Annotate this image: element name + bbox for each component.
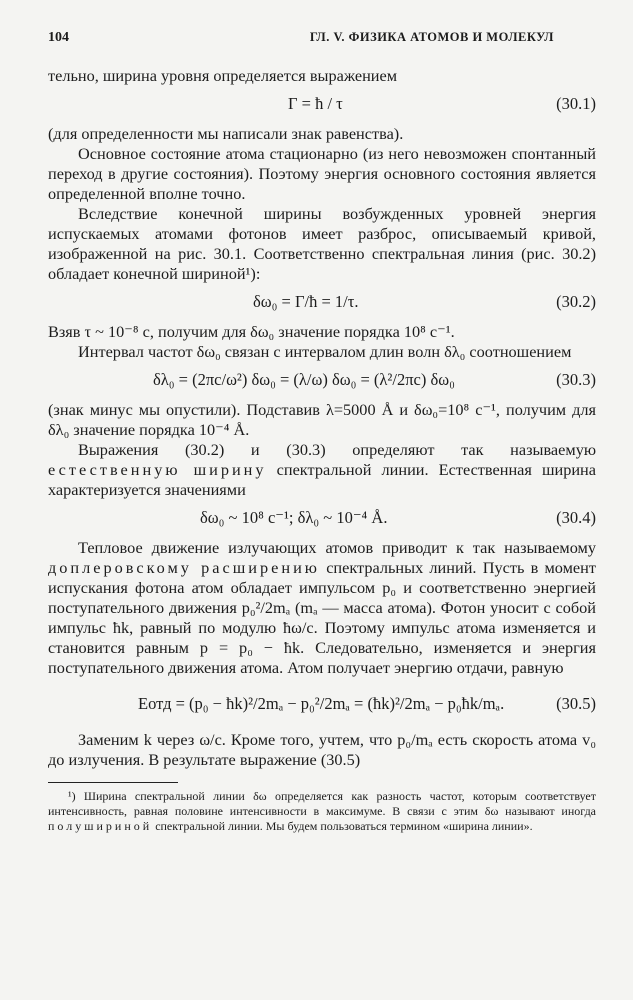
- text-run: ¹) Ширина спектральной линии δω определяется как разность частот, которым соответствует интенсивность, равная половине интенсивности в максимуме. В связи с этим δω называют иногда: [48, 789, 596, 818]
- equation-number: (30.1): [556, 94, 596, 113]
- equation-30-2: [48, 288, 596, 318]
- footnote: [48, 789, 596, 834]
- equation-30-5: [48, 682, 596, 726]
- equation-formula: δλ₀ = (2πc/ω²) δω₀ = (λ/ω) δω₀ = (λ²/2πc) δω₀: [153, 370, 455, 389]
- emphasized-term: естественную ширину: [48, 460, 267, 479]
- paragraph-1: тельно, ширина уровня определяется выражением: [48, 66, 398, 85]
- text-run: спектральных линий. Пусть в момент испускания фотона атом обладает импульсом p₀ и соответственно энергией поступательного движения p₀²/2mₐ (mₐ — масса атома). Фотон уносит с собой импульс ħk, равный по модулю ħω/c. Поэтому импульс атома изменяется и становится равным p = p₀ − ħk. Следовательно, изменяется и энергия поступательного движения атома. Атом получает энергию отдачи, равную: [48, 558, 596, 677]
- paragraph-5: Взяв τ ~ 10⁻⁸ с, получим для δω₀ значение порядка 10⁸ с⁻¹.: [48, 322, 455, 341]
- text-run: Тепловое движение излучающих атомов приводит к так называемому: [78, 538, 596, 557]
- equation-number: (30.4): [556, 508, 596, 527]
- paragraph-3: Основное состояние атома стационарно (из него невозможен спонтанный переход в другие состояния). Поэтому энергия основного состояния является определенной вполне точно.: [48, 144, 596, 203]
- page-number: 104: [48, 30, 69, 45]
- paragraph-7: (знак минус мы опустили). Подставив λ=5000 Å и δω₀=10⁸ с⁻¹, получим для δλ₀ значение порядка 10⁻⁴ Å.: [48, 400, 596, 439]
- running-header: [48, 30, 596, 46]
- equation-formula: δω₀ ~ 10⁸ с⁻¹; δλ₀ ~ 10⁻⁴ Å.: [200, 508, 388, 527]
- equation-30-3: [48, 366, 596, 396]
- equation-30-4: [48, 504, 596, 534]
- equation-formula: Eотд = (p₀ − ħk)²/2mₐ − p₀²/2mₐ = (ħk)²/2mₐ − p₀ħk/mₐ.: [138, 694, 505, 713]
- paragraph-9: [48, 538, 596, 678]
- equation-formula: δω₀ = Γ/ħ = 1/τ.: [253, 292, 359, 311]
- page: [48, 30, 596, 834]
- text-run: Выражения (30.2) и (30.3) определяют так называемую: [78, 440, 596, 459]
- text-run: спектральной линии. Естественная ширина характеризуется значениями: [48, 460, 597, 499]
- emphasized-term: доплеровскому расширению: [48, 558, 320, 577]
- paragraph-2: (для определенности мы написали знак равенства).: [48, 124, 404, 143]
- emphasized-term: полушириной: [48, 819, 153, 833]
- equation-number: (30.5): [556, 694, 596, 713]
- paragraph-6: Интервал частот δω₀ связан с интервалом длин волн δλ₀ соотношением: [78, 342, 572, 361]
- paragraph-4: Вследствие конечной ширины возбужденных уровней энергия испускаемых атомами фотонов имеет разброс, описываемый кривой, изображенной на рис. 30.1. Соответственно спектральная линия (рис. 30.2) обладает конечной шириной¹):: [48, 204, 596, 283]
- paragraph-10: Заменим k через ω/c. Кроме того, учтем, что p₀/mₐ есть скорость атома v₀ до излучения. В результате выражение (30.5): [48, 730, 596, 769]
- chapter-title: ГЛ. V. ФИЗИКА АТОМОВ И МОЛЕКУЛ: [309, 30, 554, 44]
- footnote-rule: [48, 782, 178, 783]
- equation-30-1: [48, 90, 596, 120]
- equation-number: (30.3): [556, 370, 596, 389]
- paragraph-8: [48, 440, 596, 500]
- equation-number: (30.2): [556, 292, 596, 311]
- text-run: спектральной линии. Мы будем пользоваться термином «ширина линии».: [155, 819, 533, 833]
- equation-formula: Γ = ħ / τ: [288, 94, 343, 113]
